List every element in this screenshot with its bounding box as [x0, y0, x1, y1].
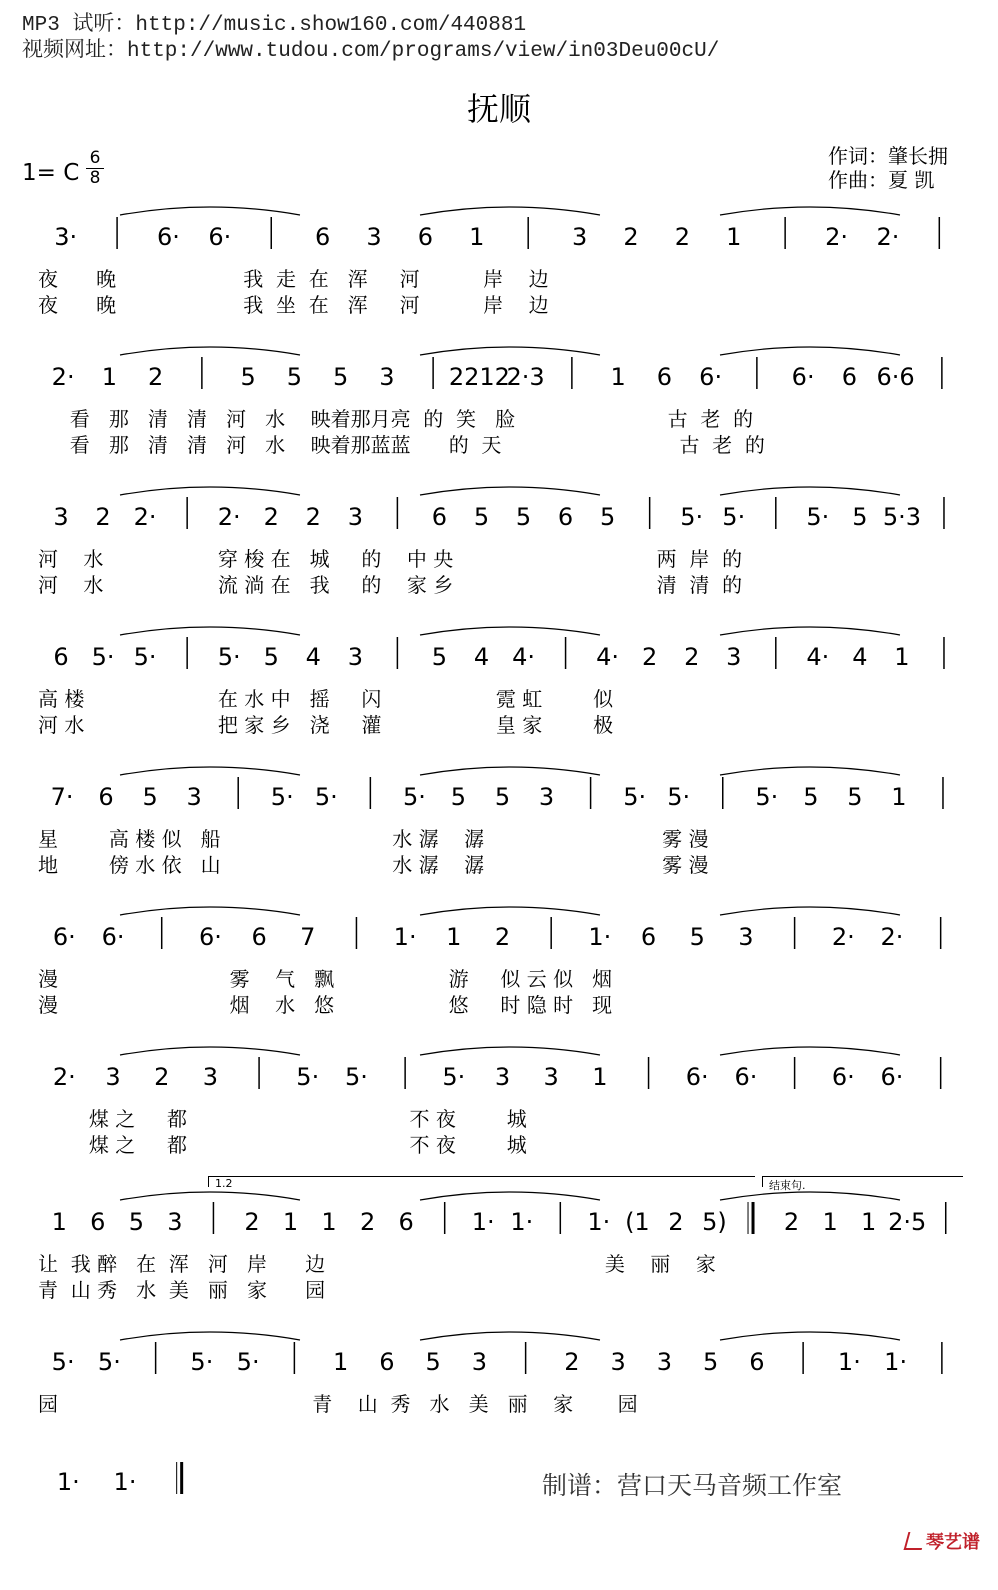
note: 7· [50, 783, 74, 811]
time-signature [86, 150, 104, 187]
note: 6 [417, 223, 434, 251]
note: 2· [51, 363, 75, 391]
note: 6 [398, 1208, 414, 1236]
slur [420, 347, 600, 355]
note: 6 [379, 1348, 395, 1376]
notation-line [0, 1450, 998, 1510]
logo-text: 琴艺谱 [926, 1532, 980, 1553]
note: 2· [825, 223, 848, 251]
note: 6 [656, 363, 673, 391]
note: 5 [450, 783, 467, 811]
score-system [0, 205, 998, 345]
note: 6 [431, 503, 448, 531]
slur [420, 627, 600, 635]
note: 6· [685, 1063, 709, 1091]
note: 1· [837, 1348, 861, 1376]
note: 1 [861, 1208, 877, 1236]
score-system [0, 625, 998, 765]
slur [420, 487, 600, 495]
lyric-line-1: 星 高 楼 似 船 水 潺 潺 雾 漫 [38, 827, 709, 851]
note: 3 [471, 1348, 488, 1376]
note: 3 [105, 1063, 121, 1091]
note: 5 [240, 363, 256, 391]
notation-line [0, 905, 998, 965]
note: 2· [880, 923, 904, 951]
video-link-line: 视频网址：http://www.tudou.com/programs/view/in03Deu00cU/ [22, 40, 720, 63]
slur [420, 907, 600, 915]
note: 2· [52, 1063, 76, 1091]
note: 1· [471, 1208, 495, 1236]
note: 5· [722, 503, 746, 531]
note: 4· [596, 643, 620, 671]
logo-icon [904, 1532, 927, 1550]
note: 3 [167, 1208, 183, 1236]
note: 5· [296, 1063, 320, 1091]
slur [420, 1192, 600, 1200]
slur [420, 767, 600, 775]
slur [420, 1047, 600, 1055]
note: 2 [668, 1208, 684, 1236]
notation-line [0, 765, 998, 825]
note: 4 [852, 643, 868, 671]
note: 2 [564, 1348, 580, 1376]
slur [720, 347, 900, 355]
note: 3 [494, 1063, 511, 1091]
note: 3 [366, 223, 382, 251]
note: 3 [347, 643, 363, 671]
note: 5· [680, 503, 704, 531]
note: 5 [515, 503, 532, 531]
slur [120, 347, 300, 355]
note: 5 [128, 1208, 144, 1236]
note: 1· [393, 923, 417, 951]
note: 5· [91, 643, 115, 671]
slur [420, 207, 600, 215]
notation-line [0, 205, 998, 265]
slur [420, 1332, 600, 1340]
note: 2 [305, 503, 321, 531]
lyric-line-1: 漫 雾 气 飘 游 似 云 似 烟 [38, 967, 613, 991]
note: 5· [314, 783, 338, 811]
lyric-line-1: 夜 晚 我 走 在 浑 河 岸 边 [38, 267, 549, 291]
note: 1 [51, 1208, 67, 1236]
note: 6 [90, 1208, 106, 1236]
note: 5 [431, 643, 448, 671]
note: 2· [831, 923, 855, 951]
slur [720, 207, 900, 215]
note: 5·3 [882, 503, 922, 531]
notation-line [0, 345, 998, 405]
slur [120, 627, 300, 635]
note: 3 [538, 783, 555, 811]
note: 5 [332, 363, 349, 391]
note: 3 [571, 223, 588, 251]
note: 3 [379, 363, 395, 391]
note: 6·6 [876, 363, 915, 391]
note: 1· [587, 1208, 611, 1236]
note: 7 [300, 923, 316, 951]
note: 2 [494, 923, 511, 951]
lyric-line-2: 夜 晚 我 坐 在 浑 河 岸 边 [38, 293, 549, 317]
note: 2 [95, 503, 111, 531]
score-system [0, 1045, 998, 1185]
lyric-line-1: 高 楼 在 水 中 摇 闪 霓 虹 似 [38, 687, 614, 711]
note: 5 [702, 1348, 719, 1376]
lyric-line-2: 看 那 清 清 河 水 映着那蓝蓝 的 天 古 老 的 [38, 433, 765, 457]
lyric-line-2: 河 水 流 淌 在 我 的 家 乡 清 清 的 [38, 573, 743, 597]
key-signature: 1= C [22, 160, 80, 186]
lyric-line-2: 河 水 把 家 乡 浇 灌 皇 家 极 [38, 713, 614, 737]
time-signature-bottom: 8 [89, 168, 101, 188]
site-logo [906, 1528, 980, 1554]
note: 2 [642, 643, 658, 671]
note: 5· [133, 643, 157, 671]
note: 5) [702, 1208, 727, 1236]
note: 2212 [448, 363, 510, 391]
note: 5· [402, 783, 426, 811]
note: 6· [880, 1063, 904, 1091]
mp3-link-line: MP3 试听：http://music.show160.com/440881 [22, 14, 527, 37]
slur [720, 1192, 900, 1200]
note: 5 [689, 923, 705, 951]
slur [720, 767, 900, 775]
note: 6· [52, 923, 76, 951]
notation-line [0, 1330, 998, 1390]
note: 3 [726, 643, 742, 671]
note: 2 [783, 1208, 800, 1236]
slur [720, 1047, 900, 1055]
note: 2 [684, 643, 700, 671]
notation-line [0, 485, 998, 545]
note: 2 [154, 1063, 170, 1091]
note: 6· [208, 223, 232, 251]
note: 5· [217, 643, 241, 671]
slur [120, 487, 300, 495]
note: 5 [425, 1348, 441, 1376]
studio-credit: 制谱：营口天马音频工作室 [542, 1471, 843, 1500]
note: 5· [623, 783, 647, 811]
note: 5 [847, 783, 863, 811]
note: 4 [305, 643, 321, 671]
note: 5 [263, 643, 279, 671]
note: 2· [217, 503, 241, 531]
slur [120, 1332, 300, 1340]
note: 2 [147, 363, 164, 391]
note: 5 [803, 783, 819, 811]
note: 5· [667, 783, 691, 811]
note: 1 [592, 1063, 608, 1091]
note: 6· [734, 1063, 758, 1091]
note: 1 [282, 1208, 299, 1236]
note: 5· [51, 1348, 75, 1376]
slur [120, 907, 300, 915]
volta-first-ending [208, 1176, 755, 1190]
note: 1 [610, 363, 626, 391]
score-system [0, 1330, 998, 1470]
note: 2 [623, 223, 639, 251]
lyric-line-2: 煤 之 都 不 夜 城 [38, 1133, 527, 1157]
volta-ending-phrase [762, 1176, 963, 1192]
note: 3 [610, 1348, 626, 1376]
slur [720, 487, 900, 495]
slur [120, 207, 300, 215]
note: 3 [656, 1348, 673, 1376]
note: 5 [599, 503, 616, 531]
note: 1 [891, 783, 907, 811]
note: 4 [473, 643, 490, 671]
lyric-line-2: 漫 烟 水 悠 悠 时 隐 时 现 [38, 993, 613, 1017]
note: 2·3 [506, 363, 545, 391]
volta-label: 1.2 [215, 1177, 233, 1190]
note: 1· [588, 923, 612, 951]
note: 6· [198, 923, 222, 951]
time-signature-top: 6 [89, 148, 101, 168]
note: 5 [142, 783, 158, 811]
note: 6 [749, 1348, 765, 1376]
composer-credit: 作曲：夏 凯 [828, 168, 935, 192]
score-system [0, 345, 998, 485]
note: 1 [321, 1208, 337, 1236]
note: 3 [543, 1063, 559, 1091]
song-title: 抚顺 [466, 90, 531, 128]
note: 5· [190, 1348, 214, 1376]
lyric-line-1: 看 那 清 清 河 水 映着那月亮 的 笑 脸 古 老 的 [38, 407, 754, 431]
note: 1 [101, 363, 118, 391]
note: 1 [446, 923, 462, 951]
score-system [0, 1450, 998, 1590]
note: 1· [56, 1468, 80, 1496]
lyric-line-1: 让 我 醉 在 浑 河 岸 边 美 丽 家 [38, 1252, 716, 1276]
note: 2 [263, 503, 279, 531]
note: 6· [699, 363, 723, 391]
note: 1· [113, 1468, 137, 1496]
note: 6· [101, 923, 125, 951]
note: 5 [473, 503, 490, 531]
slur [120, 1047, 300, 1055]
note: 5· [270, 783, 294, 811]
note: 1 [822, 1208, 838, 1236]
slur [720, 1332, 900, 1340]
note: 6 [98, 783, 114, 811]
note: 1· [510, 1208, 534, 1236]
note: 5 [286, 363, 303, 391]
note: 2 [359, 1208, 376, 1236]
volta-label: 结束句. [769, 1179, 806, 1192]
note: 5 [494, 783, 511, 811]
note: 3 [738, 923, 754, 951]
note: 1 [469, 223, 485, 251]
lyric-line-2: 青 山 秀 水 美 丽 家 园 [38, 1278, 326, 1302]
note: 2·5 [888, 1208, 927, 1236]
note: 5· [344, 1063, 368, 1091]
slur [120, 1192, 300, 1200]
note: 5· [97, 1348, 121, 1376]
note: 5· [236, 1348, 260, 1376]
note: 6 [53, 643, 69, 671]
note: 5 [852, 503, 868, 531]
note: 3 [186, 783, 202, 811]
lyric-line-1: 园 青 山 秀 水 美 丽 家 园 [38, 1392, 638, 1416]
lyricist-credit: 作词：肇长拥 [828, 144, 948, 168]
slur [720, 627, 900, 635]
lyric-line-1: 煤 之 都 不 夜 城 [38, 1107, 527, 1131]
note: 2· [876, 223, 900, 251]
slur [120, 767, 300, 775]
note: 3 [53, 503, 69, 531]
note: 6 [841, 363, 858, 391]
score-system [0, 765, 998, 905]
note: 6 [251, 923, 267, 951]
note: 1 [726, 223, 742, 251]
score-system [0, 1177, 998, 1330]
lyric-line-2: 地 傍 水 依 山 水 潺 潺 雾 漫 [38, 853, 709, 877]
note: 3 [347, 503, 363, 531]
note: 2· [133, 503, 157, 531]
note: 6· [157, 223, 180, 251]
note: 6 [314, 223, 331, 251]
note: 4· [512, 643, 535, 671]
score-system [0, 485, 998, 625]
score-system [0, 905, 998, 1045]
notation-line [0, 1190, 998, 1250]
note: 1 [894, 643, 910, 671]
note: 6· [791, 363, 815, 391]
slur [720, 907, 900, 915]
note: 6 [557, 503, 574, 531]
note: 3· [54, 223, 78, 251]
note: 1 [332, 1348, 349, 1376]
note: (1 [625, 1208, 650, 1236]
note: 1· [884, 1348, 908, 1376]
note: 5· [755, 783, 779, 811]
note: 3 [202, 1063, 219, 1091]
notation-line [0, 1045, 998, 1105]
note: 5· [442, 1063, 466, 1091]
note: 6· [831, 1063, 855, 1091]
lyric-line-1: 河 水 穿 梭 在 城 的 中 央 两 岸 的 [38, 547, 743, 571]
note: 6 [640, 923, 657, 951]
note: 2 [674, 223, 691, 251]
notation-line [0, 625, 998, 685]
note: 5· [806, 503, 830, 531]
note: 4· [806, 643, 830, 671]
note: 2 [244, 1208, 260, 1236]
